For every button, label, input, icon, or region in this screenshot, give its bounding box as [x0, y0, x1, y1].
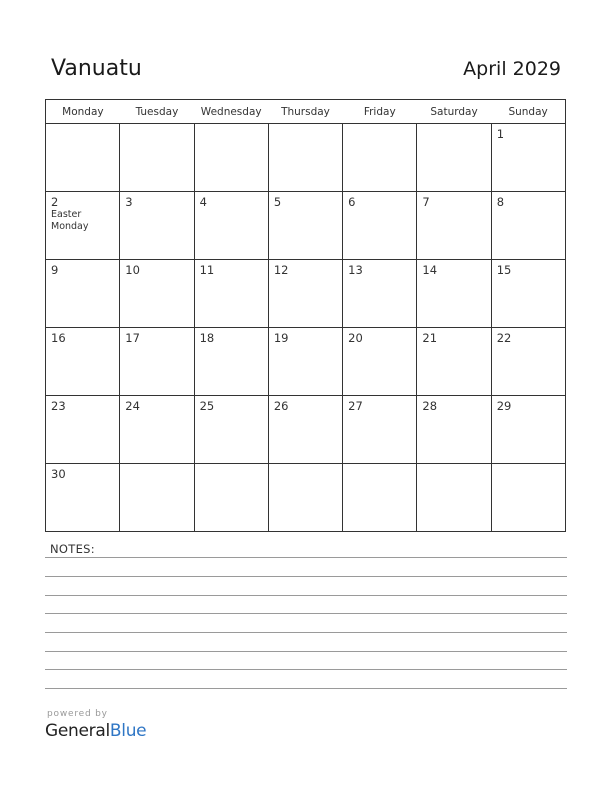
month-year-title: April 2029 [463, 58, 561, 80]
day-number: 13 [348, 263, 363, 277]
calendar-grid [45, 99, 566, 532]
day-cell [417, 464, 491, 532]
day-cell [194, 396, 268, 464]
day-cell [491, 464, 565, 532]
day-number: 12 [273, 263, 289, 277]
note-line [45, 688, 567, 689]
day-number: 21 [422, 331, 438, 345]
notes-label: NOTES: [50, 542, 95, 556]
week-row [46, 260, 566, 328]
day-cell [417, 124, 491, 192]
note-line [45, 613, 567, 614]
generalblue-logo[interactable] [45, 720, 146, 742]
day-cell [194, 464, 268, 532]
day-cell [120, 328, 194, 396]
day-number: 1 [496, 127, 505, 141]
weekday-header: Monday [46, 100, 120, 124]
day-cell [491, 192, 565, 260]
day-number: 23 [51, 399, 66, 413]
brand-name-part1: General [45, 721, 110, 741]
weekday-header: Friday [343, 100, 417, 124]
day-number: 9 [51, 263, 59, 277]
day-cell [343, 192, 417, 260]
day-cell [120, 396, 194, 464]
day-number: 24 [125, 399, 140, 413]
day-number: 20 [348, 331, 363, 345]
note-line [45, 576, 567, 577]
day-number: 19 [273, 331, 289, 345]
day-number: 15 [496, 263, 512, 277]
day-cell [120, 124, 194, 192]
day-cell [491, 396, 565, 464]
day-number: 18 [199, 331, 215, 345]
brand-name-part2: Blue [109, 721, 147, 741]
day-number: 17 [125, 331, 140, 345]
day-cell [120, 464, 194, 532]
day-number: 5 [273, 195, 282, 209]
day-number: 4 [199, 195, 207, 209]
day-number: 2 [51, 195, 59, 209]
week-row [46, 464, 566, 532]
day-number: 14 [422, 263, 438, 277]
day-number: 25 [199, 399, 215, 413]
day-cell [46, 328, 120, 396]
week-row [46, 124, 566, 192]
day-number: 11 [199, 263, 215, 277]
day-cell [343, 464, 417, 532]
day-number: 8 [496, 195, 505, 209]
day-number: 10 [125, 263, 140, 277]
day-cell [268, 192, 342, 260]
day-cell [268, 260, 342, 328]
day-number: 16 [51, 331, 66, 345]
day-cell [343, 124, 417, 192]
note-line [45, 632, 567, 633]
day-cell [343, 328, 417, 396]
day-cell [343, 260, 417, 328]
day-number: 6 [348, 195, 356, 209]
day-cell [491, 260, 565, 328]
note-line [45, 651, 567, 652]
day-number: 7 [422, 195, 430, 209]
note-line [45, 557, 567, 558]
day-cell [120, 260, 194, 328]
weekday-header: Wednesday [194, 100, 268, 124]
day-cell [417, 260, 491, 328]
day-cell [46, 464, 120, 532]
day-cell [268, 124, 342, 192]
day-cell [343, 396, 417, 464]
powered-by-text: powered by [47, 709, 108, 719]
weekday-header: Tuesday [120, 100, 194, 124]
day-number: 26 [273, 399, 289, 413]
weekday-header: Sunday [491, 100, 565, 124]
day-cell [46, 124, 120, 192]
day-cell [417, 396, 491, 464]
country-title: Vanuatu [51, 56, 142, 81]
day-cell [194, 192, 268, 260]
weekday-header-row [46, 100, 566, 124]
day-cell [194, 124, 268, 192]
calendar-body [46, 124, 566, 532]
day-cell [268, 396, 342, 464]
day-cell [194, 328, 268, 396]
day-cell [46, 260, 120, 328]
day-cell [491, 328, 565, 396]
day-cell [417, 328, 491, 396]
day-number: 30 [51, 467, 66, 481]
note-line [45, 669, 567, 670]
week-row [46, 396, 566, 464]
note-line [45, 595, 567, 596]
week-row [46, 192, 566, 260]
day-number: 3 [125, 195, 133, 209]
week-row [46, 328, 566, 396]
day-cell [46, 396, 120, 464]
day-number: 28 [422, 399, 438, 413]
weekday-header: Thursday [268, 100, 342, 124]
day-cell [120, 192, 194, 260]
day-cell [46, 192, 120, 260]
day-number: 27 [348, 399, 363, 413]
day-cell [194, 260, 268, 328]
weekday-header: Saturday [417, 100, 491, 124]
day-number: 22 [496, 331, 512, 345]
holiday-label: Easter Monday [51, 209, 89, 232]
day-cell [491, 124, 565, 192]
day-cell [417, 192, 491, 260]
day-cell [268, 464, 342, 532]
day-cell [268, 328, 342, 396]
day-number: 29 [496, 399, 512, 413]
